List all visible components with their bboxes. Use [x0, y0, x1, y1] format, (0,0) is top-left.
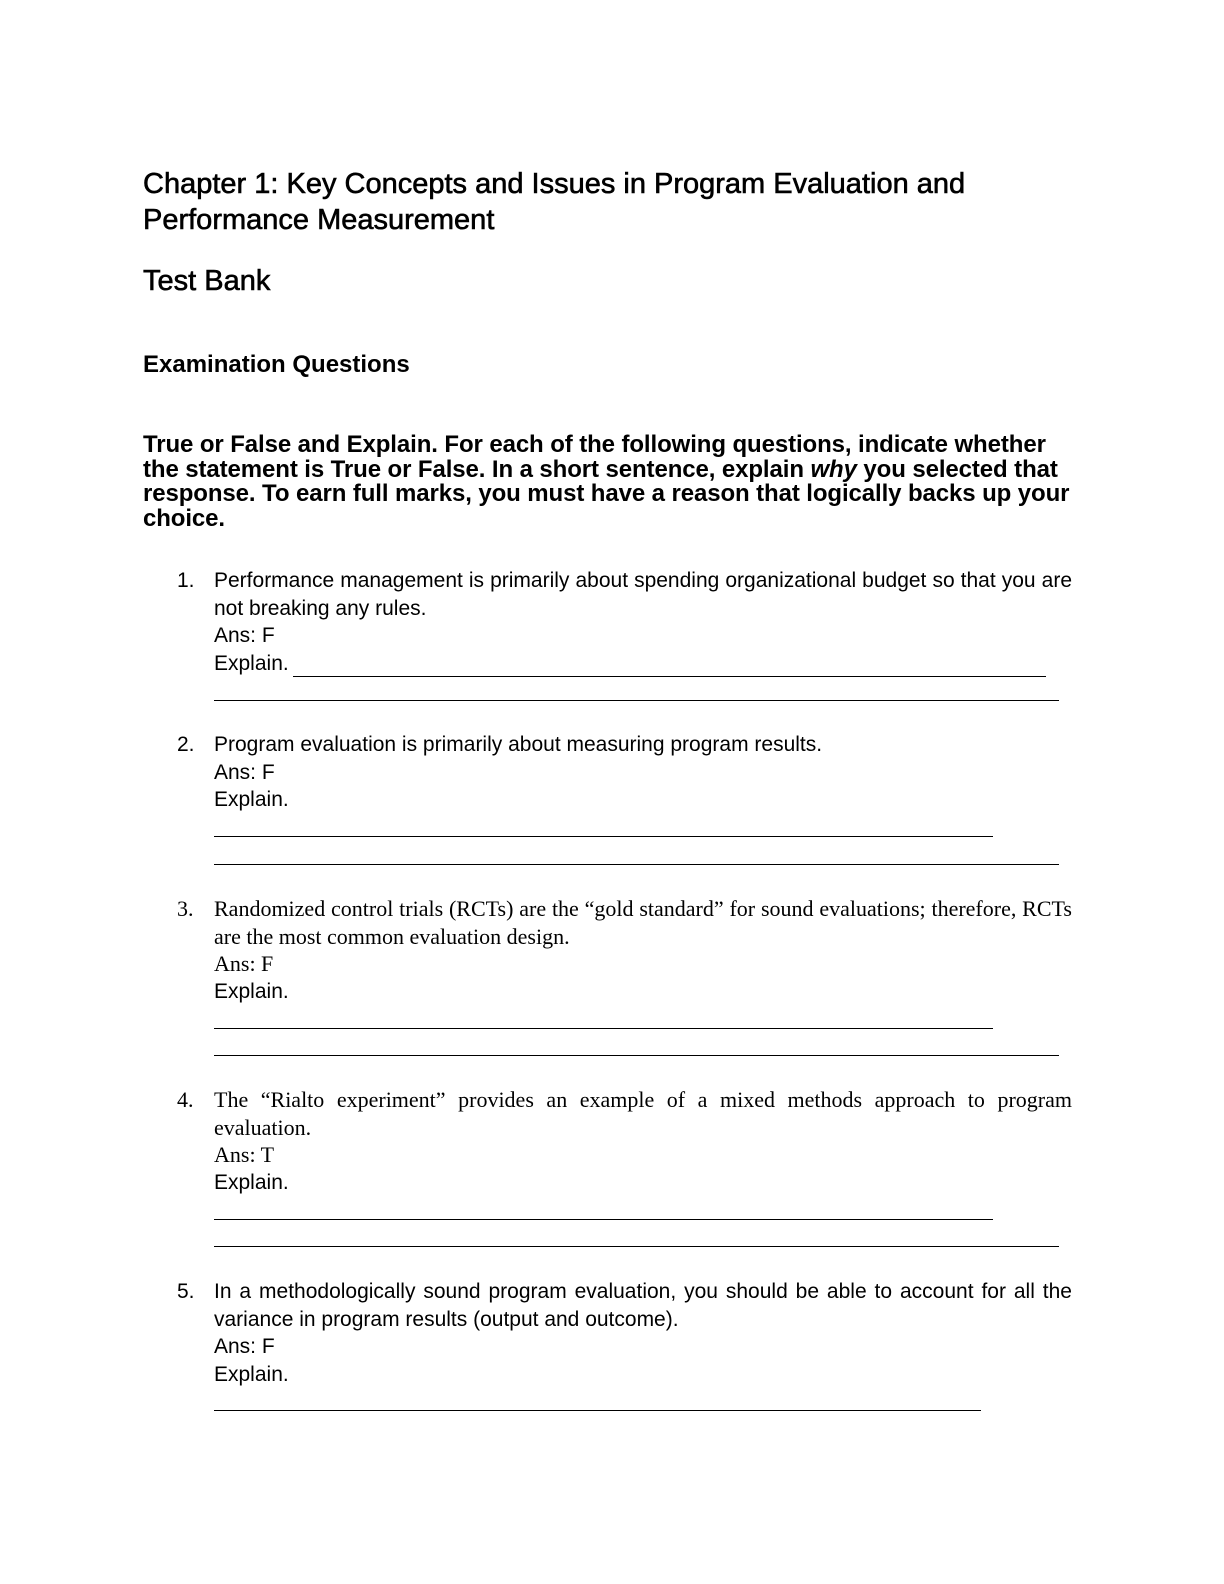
question-3 [177, 895, 1072, 1005]
explain-label: Explain. [214, 788, 289, 811]
question-5 [177, 1278, 1072, 1388]
explain-answer-line[interactable] [214, 1028, 993, 1029]
instructions-text-end: you selected that response. To earn full marks, you must have a reason that logically backs up your choice. [143, 455, 1070, 532]
instructions-emphasis: why [810, 455, 857, 483]
question-prompt: Program evaluation is primarily about measuring program results. [214, 733, 823, 756]
answer-label: Ans: F [214, 760, 275, 784]
instructions-paragraph [143, 433, 1083, 531]
explain-answer-line[interactable] [214, 700, 1059, 701]
explain-answer-line[interactable] [214, 1055, 1059, 1056]
question-number: 5. [177, 1280, 195, 1303]
instructions-text-start: True or False and Explain. For each of the following questions, indicate whether the statement is True or False. In a short sentence, explain [143, 431, 1046, 483]
question-prompt: In a methodologically sound program evaluation, you should be able to account for all the variance in program results (output and outcome). [214, 1280, 1072, 1331]
explain-answer-line[interactable] [214, 1410, 981, 1411]
explain-answer-line[interactable] [214, 836, 993, 837]
question-prompt: Performance management is primarily about spending organizational budget so that you are not breaking any rules. [214, 569, 1072, 620]
test-bank-subtitle: Test Bank [143, 265, 271, 297]
answer-label: Ans: F [214, 1335, 275, 1358]
question-2 [177, 731, 1072, 814]
explain-answer-line[interactable] [293, 656, 1046, 677]
explain-label: Explain. [214, 1170, 289, 1194]
explain-label: Explain. [214, 651, 289, 675]
examination-questions-heading: Examination Questions [143, 351, 410, 378]
explain-answer-line[interactable] [214, 864, 1059, 865]
explain-answer-line[interactable] [214, 1219, 993, 1220]
explain-answer-line[interactable] [214, 1246, 1059, 1247]
question-number: 2. [177, 733, 195, 756]
answer-label: Ans: F [214, 951, 274, 976]
answer-label: Ans: T [214, 1142, 275, 1167]
question-number: 1. [177, 569, 195, 592]
question-prompt: The “Rialto experiment” provides an example of a mixed methods approach to program evaluation. [214, 1087, 1072, 1140]
question-prompt: Randomized control trials (RCTs) are the “gold standard” for sound evaluations; therefore, RCTs are the most common evaluation design. [214, 896, 1072, 949]
question-number: 4. [177, 1087, 194, 1112]
explain-label: Explain. [214, 979, 289, 1003]
question-number: 3. [177, 896, 194, 921]
explain-label: Explain. [214, 1362, 289, 1386]
question-1 [177, 567, 1072, 677]
question-4 [177, 1086, 1072, 1196]
explain-row [214, 650, 1072, 678]
answer-label: Ans: F [214, 624, 275, 647]
chapter-title: Chapter 1: Key Concepts and Issues in Program Evaluation and Performance Measurement [143, 168, 966, 236]
